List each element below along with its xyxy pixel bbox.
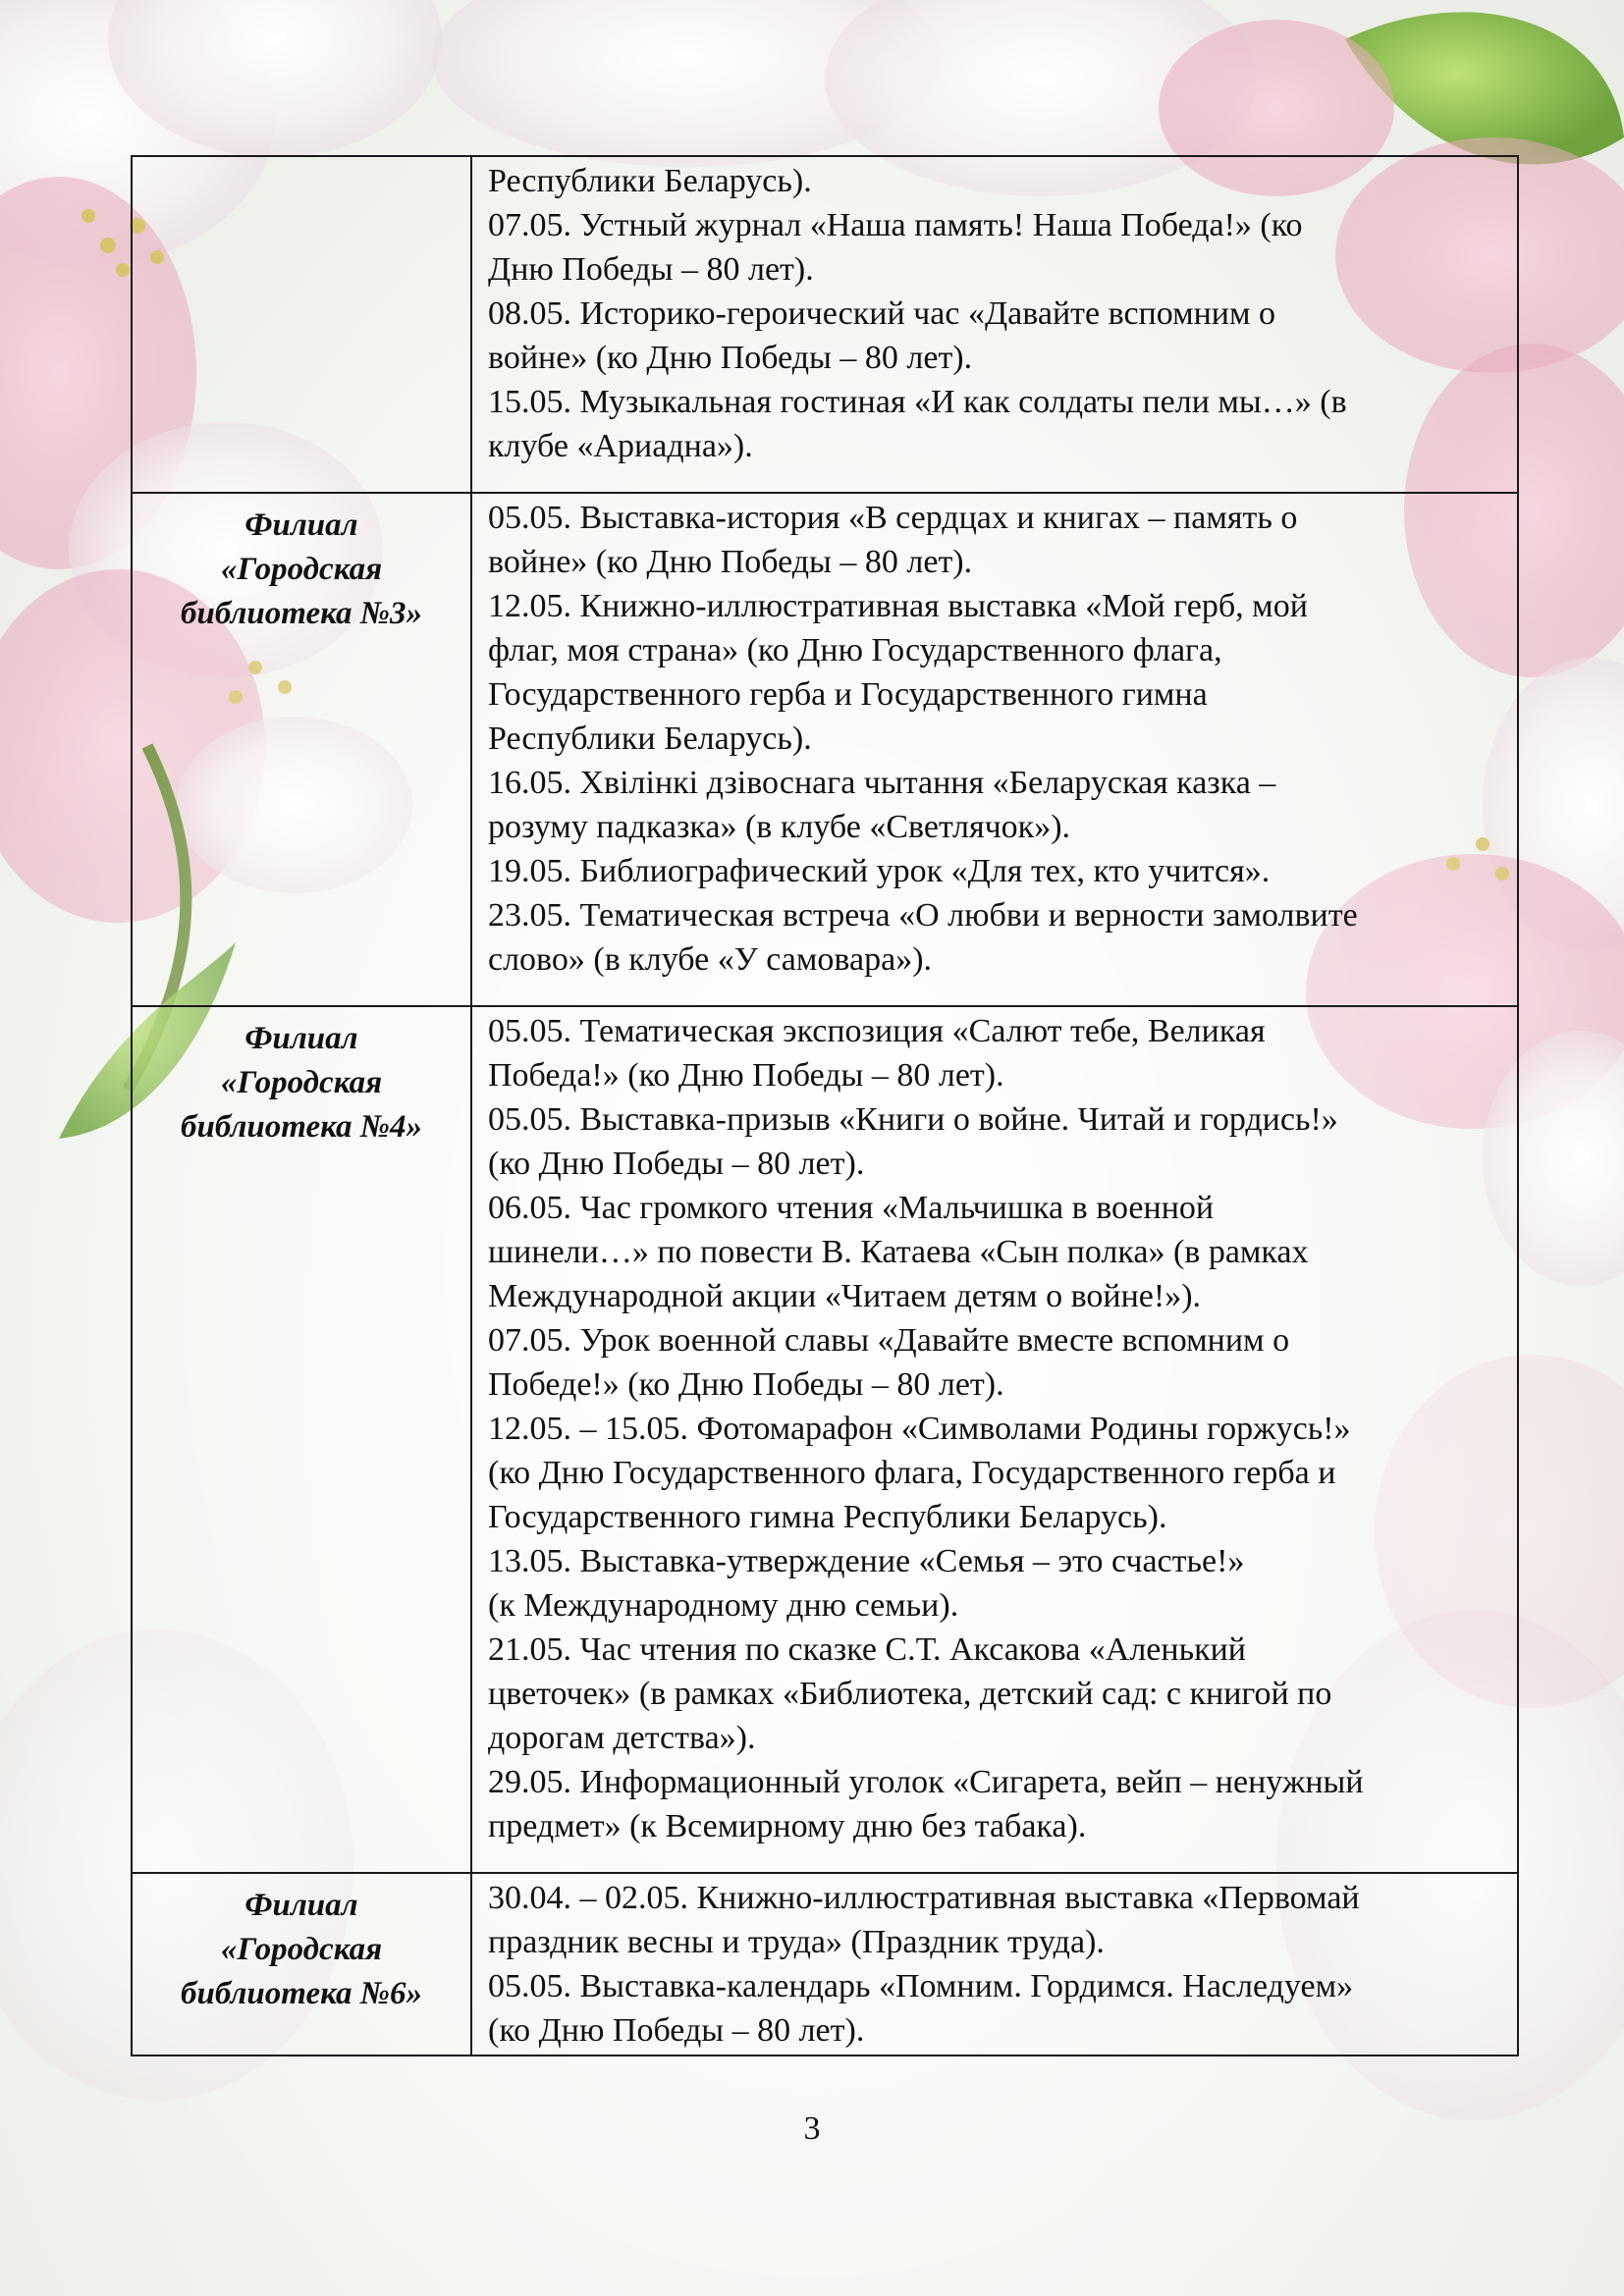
event-entry: Республики Беларусь). bbox=[488, 163, 812, 199]
event-entry: 30.04. – 02.05. Книжно-иллюстративная выставка «Первомай праздник весны и труда» (Праздник труда). bbox=[488, 1880, 1360, 1960]
events-cell bbox=[471, 156, 1518, 493]
events-cell bbox=[471, 1873, 1518, 2056]
events-table-body bbox=[132, 156, 1518, 2056]
event-entry: 05.05. Выставка-призыв «Книги о войне. Читай и гордись!» (ко Дню Победы – 80 лет). bbox=[488, 1101, 1338, 1182]
branch-name-cell bbox=[132, 156, 471, 493]
event-entry: 06.05. Час громкого чтения «Мальчишка в военной шинели…» по повести В. Катаева «Сын полка» (в рамках Международной акции «Читаем детям о войне!»). bbox=[488, 1190, 1309, 1314]
event-entry: 07.05. Урок военной славы «Давайте вместе вспомним о Победе!» (ко Дню Победы – 80 лет). bbox=[488, 1322, 1290, 1403]
event-entry: 05.05. Выставка-календарь «Помним. Гордимся. Наследуем» (ко Дню Победы – 80 лет). bbox=[488, 1968, 1354, 2049]
event-entry: 15.05. Музыкальная гостиная «И как солдаты пели мы…» (в клубе «Ариадна»). bbox=[488, 384, 1347, 464]
event-entry: 08.05. Историко-героический час «Давайте вспомним о войне» (ко Дню Победы – 80 лет). bbox=[488, 295, 1276, 376]
event-entry: 21.05. Час чтения по сказке С.Т. Аксакова «Аленький цветочек» (в рамках «Библиотека, детский сад: с книгой по дорогам детства»). bbox=[488, 1631, 1332, 1756]
table-row bbox=[132, 1006, 1518, 1873]
event-entry: 23.05. Тематическая встреча «О любви и верности замолвите слово» (в клубе «У самовара»). bbox=[488, 897, 1358, 978]
branch-name-cell: Филиал «Городская библиотека №6» bbox=[132, 1873, 471, 2056]
page-number: 3 bbox=[803, 2110, 821, 2147]
events-cell bbox=[471, 1006, 1518, 1873]
events-table bbox=[131, 155, 1519, 2056]
event-entry: 16.05. Хвілінкі дзівоснага чытання «Беларуская казка – розуму падказка» (в клубе «Светлячок»). bbox=[488, 765, 1276, 845]
table-row bbox=[132, 1873, 1518, 2056]
events-cell bbox=[471, 493, 1518, 1006]
branch-name-cell: Филиал «Городская библиотека №3» bbox=[132, 493, 471, 1006]
event-entry: 12.05. Книжно-иллюстративная выставка «Мой герб, мой флаг, моя страна» (ко Дню Государственного флага, Государственного герба и Государственного гимна Республики Беларусь). bbox=[488, 588, 1308, 757]
event-entry: 05.05. Выставка-история «В сердцах и книгах – память о войне» (ко Дню Победы – 80 лет). bbox=[488, 500, 1298, 580]
table-row bbox=[132, 156, 1518, 493]
event-entry: 29.05. Информационный уголок «Сигарета, вейп – ненужный предмет» (к Всемирному дню без табака). bbox=[488, 1764, 1364, 1844]
branch-name-cell: Филиал «Городская библиотека №4» bbox=[132, 1006, 471, 1873]
event-entry: 19.05. Библиографический урок «Для тех, кто учится». bbox=[488, 853, 1271, 889]
event-entry: 12.05. – 15.05. Фотомарафон «Символами Родины горжусь!» (ко Дню Государственного флага, Государственного герба и Государственного гимна Республики Беларусь). bbox=[488, 1411, 1351, 1535]
table-row bbox=[132, 493, 1518, 1006]
event-entry: 05.05. Тематическая экспозиция «Салют тебе, Великая Победа!» (ко Дню Победы – 80 лет). bbox=[488, 1013, 1266, 1094]
event-entry: 07.05. Устный журнал «Наша память! Наша Победа!» (ко Дню Победы – 80 лет). bbox=[488, 207, 1303, 288]
event-entry: 13.05. Выставка-утверждение «Семья – это счастье!» (к Международному дню семьи). bbox=[488, 1543, 1245, 1624]
